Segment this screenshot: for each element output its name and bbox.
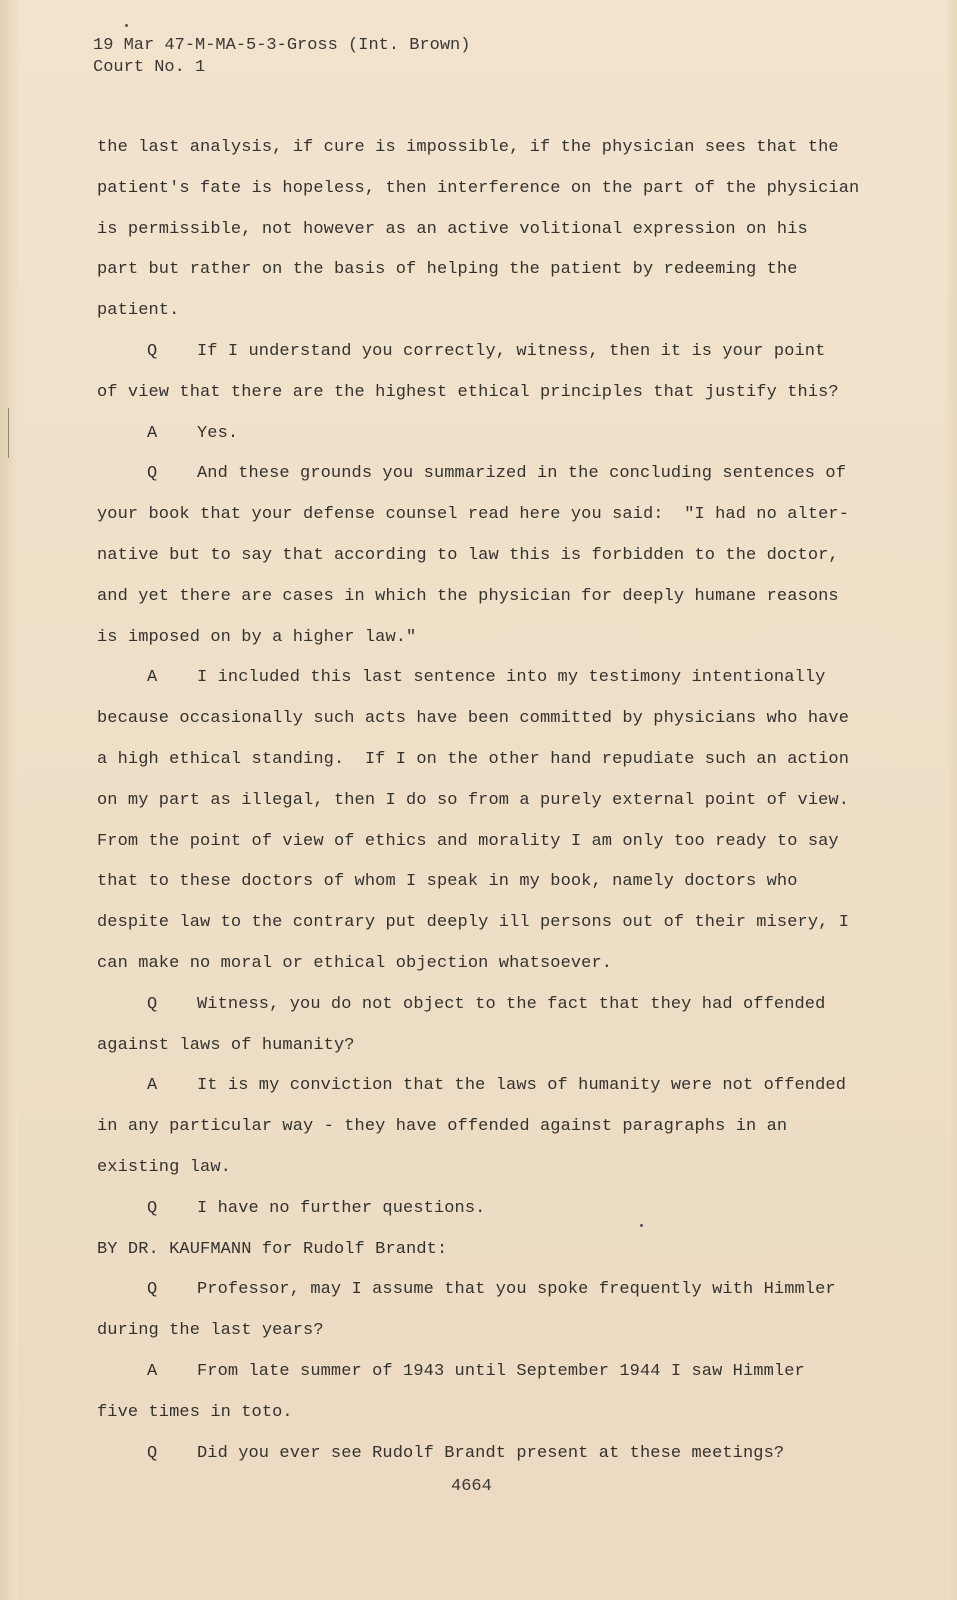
- text-line: From the point of view of ethics and morality I am only too ready to say: [97, 831, 839, 851]
- text-line: the last analysis, if cure is impossible, if the physician sees that the: [97, 138, 839, 157]
- header-line-1: 19 Mar 47-M-MA-5-3-Gross (Int. Brown): [93, 36, 471, 55]
- question-line: [97, 1270, 877, 1311]
- text-line: that to these doctors of whom I speak in my book, namely doctors who: [97, 872, 798, 892]
- text-line: because occasionally such acts have been committed by physicians who have: [97, 709, 850, 729]
- speaker-label: Q: [147, 341, 158, 361]
- text-line: Did you ever see Rudolf Brandt present at these meetings?: [197, 1443, 785, 1463]
- ink-speck: [125, 24, 128, 27]
- text-line: of view that there are the highest ethical principles that justify this?: [97, 382, 839, 402]
- speaker-label: Q: [147, 1443, 158, 1463]
- text-line: and yet there are cases in which the physician for deeply humane reasons: [97, 586, 839, 606]
- text-line: If I understand you correctly, witness, then it is your point: [197, 341, 826, 361]
- question-line: [97, 1434, 877, 1475]
- question-line: [97, 332, 877, 373]
- text-line: patient.: [97, 301, 180, 321]
- text-line: It is my conviction that the laws of humanity were not offended: [197, 1076, 847, 1096]
- answer-line: [97, 1352, 877, 1393]
- text-line: is imposed on by a higher law.": [97, 627, 417, 647]
- speaker-label: A: [147, 668, 158, 688]
- text-line: a high ethical standing. If I on the other hand repudiate such an action: [97, 749, 850, 769]
- text-line: Witness, you do not object to the fact that they had offended: [197, 994, 826, 1014]
- text-line: part but rather on the basis of helping the patient by redeeming the: [97, 260, 798, 280]
- text-line: patient's fate is hopeless, then interference on the part of the physician: [97, 178, 860, 198]
- text-line: I have no further questions.: [197, 1198, 486, 1218]
- question-line: [97, 454, 877, 495]
- text-line: Professor, may I assume that you spoke frequently with Himmler: [197, 1280, 836, 1300]
- text-line: during the last years?: [97, 1321, 324, 1341]
- speaker-label: A: [147, 423, 158, 443]
- margin-mark: [8, 408, 9, 458]
- text-line: native but to say that according to law this is forbidden to the doctor,: [97, 545, 839, 565]
- speaker-label: Q: [147, 1198, 158, 1218]
- text-line: your book that your defense counsel read here you said: "I had no alter-: [97, 505, 850, 525]
- text-line: on my part as illegal, then I do so from a purely external point of view.: [97, 790, 850, 810]
- answer-line: [97, 414, 877, 455]
- header-line-2: Court No. 1: [93, 58, 206, 77]
- text-line: is permissible, not however as an active volitional expression on his: [97, 219, 808, 239]
- text-line: I included this last sentence into my testimony intentionally: [197, 668, 826, 688]
- page-number: 4664: [451, 1477, 492, 1496]
- transcript-body: [97, 128, 877, 1474]
- text-line: can make no moral or ethical objection whatsoever.: [97, 953, 613, 973]
- text-line: And these grounds you summarized in the concluding sentences of: [197, 464, 847, 484]
- speaker-label: Q: [147, 464, 158, 484]
- text-line: against laws of humanity?: [97, 1035, 355, 1055]
- text-line: From late summer of 1943 until September 1944 I saw Himmler: [197, 1361, 805, 1381]
- text-line: Yes.: [197, 423, 239, 443]
- text-line: five times in toto.: [97, 1402, 293, 1422]
- speaker-label: Q: [147, 1280, 158, 1300]
- question-line: [97, 1189, 877, 1230]
- text-line: despite law to the contrary put deeply ill persons out of their misery, I: [97, 913, 850, 933]
- examiner-heading: BY DR. KAUFMANN for Rudolf Brandt:: [97, 1239, 448, 1259]
- speaker-label: Q: [147, 994, 158, 1014]
- page-header: [93, 35, 470, 79]
- text-line: in any particular way - they have offended against paragraphs in an: [97, 1117, 788, 1137]
- answer-line: [97, 658, 877, 699]
- speaker-label: A: [147, 1076, 158, 1096]
- question-line: [97, 985, 877, 1026]
- answer-line: [97, 1066, 877, 1107]
- text-line: existing law.: [97, 1157, 231, 1177]
- speaker-label: A: [147, 1361, 158, 1381]
